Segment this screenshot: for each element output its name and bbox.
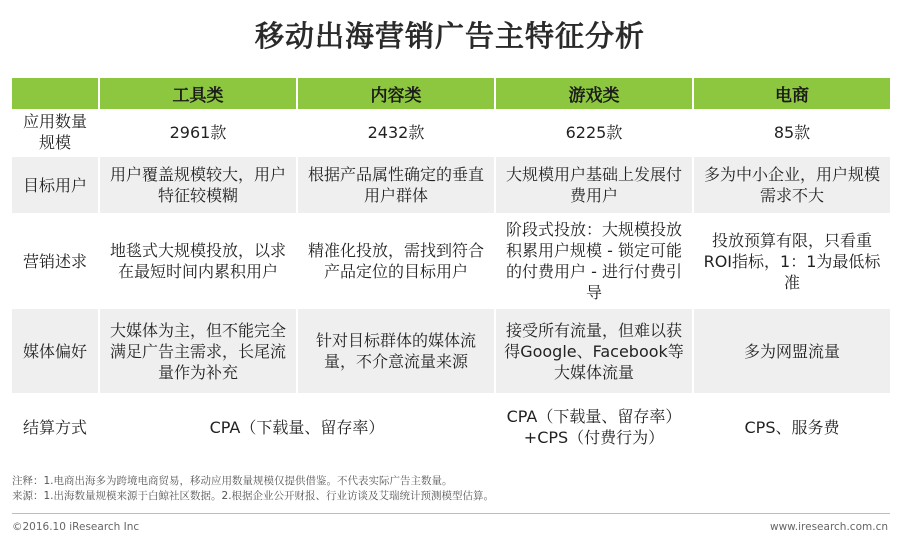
website-link[interactable]: www.iresearch.com.cn [769,521,888,533]
table-row [12,309,890,395]
table-row [12,109,890,157]
source-line: 来源：1.出海数量规模来源于白鲸社区数据。2.根据企业公开财报、行业访谈及艾瑞统计预测模型估算。 [12,490,495,502]
table-cell: 85款 [694,109,890,157]
table-cell: 多为中小企业，用户规模需求不大 [694,157,890,215]
table-cell: 2961款 [100,109,298,157]
table-cell: CPS、服务费 [694,395,890,461]
header-corner [12,78,100,109]
row-label: 营销述求 [12,215,100,309]
row-label: 应用数量规模 [12,109,100,157]
table-cell: 地毯式大规模投放，以求在最短时间内累积用户 [100,215,298,309]
note-line: 注释：1.电商出海多为跨境电商贸易，移动应用数量规模仅提供借鉴。不代表实际广告主数量。 [12,475,453,487]
footnotes [12,474,494,504]
table-cell: 大规模用户基础上发展付费用户 [496,157,694,215]
table-cell: 2432款 [298,109,496,157]
row-label: 结算方式 [12,395,100,461]
table-row [12,215,890,309]
comparison-table [12,78,890,461]
table-row [12,395,890,461]
header-tools: 工具类 [100,78,298,109]
header-ecommerce: 电商 [694,78,890,109]
table-cell: 用户覆盖规模较大，用户特征较模糊 [100,157,298,215]
header-games: 游戏类 [496,78,694,109]
table-row [12,157,890,215]
page-title: 移动出海营销广告主特征分析 [254,19,645,53]
table-cell: 根据产品属性确定的垂直用户群体 [298,157,496,215]
table-cell: 精准化投放，需找到符合产品定位的目标用户 [298,215,496,309]
table-cell: 多为网盟流量 [694,309,890,395]
table-cell: 阶段式投放：大规模投放积累用户规模 - 锁定可能的付费用户 - 进行付费引导 [496,215,694,309]
table-header-row [12,78,890,109]
table-cell: 6225款 [496,109,694,157]
divider [12,513,890,514]
row-label: 媒体偏好 [12,309,100,395]
table-cell: 接受所有流量，但难以获得Google、Facebook等大媒体流量 [496,309,694,395]
row-label: 目标用户 [12,157,100,215]
table-cell: 投放预算有限，只看重ROI指标，1：1为最低标准 [694,215,890,309]
table-cell-merged: CPA（下载量、留存率） [100,395,496,461]
table-cell: CPA（下载量、留存率）+CPS（付费行为） [496,395,694,461]
copyright: ©2016.10 iResearch Inc [12,521,140,533]
header-content: 内容类 [298,78,496,109]
table-cell: 针对目标群体的媒体流量，不介意流量来源 [298,309,496,395]
table-cell: 大媒体为主，但不能完全满足广告主需求，长尾流量作为补充 [100,309,298,395]
